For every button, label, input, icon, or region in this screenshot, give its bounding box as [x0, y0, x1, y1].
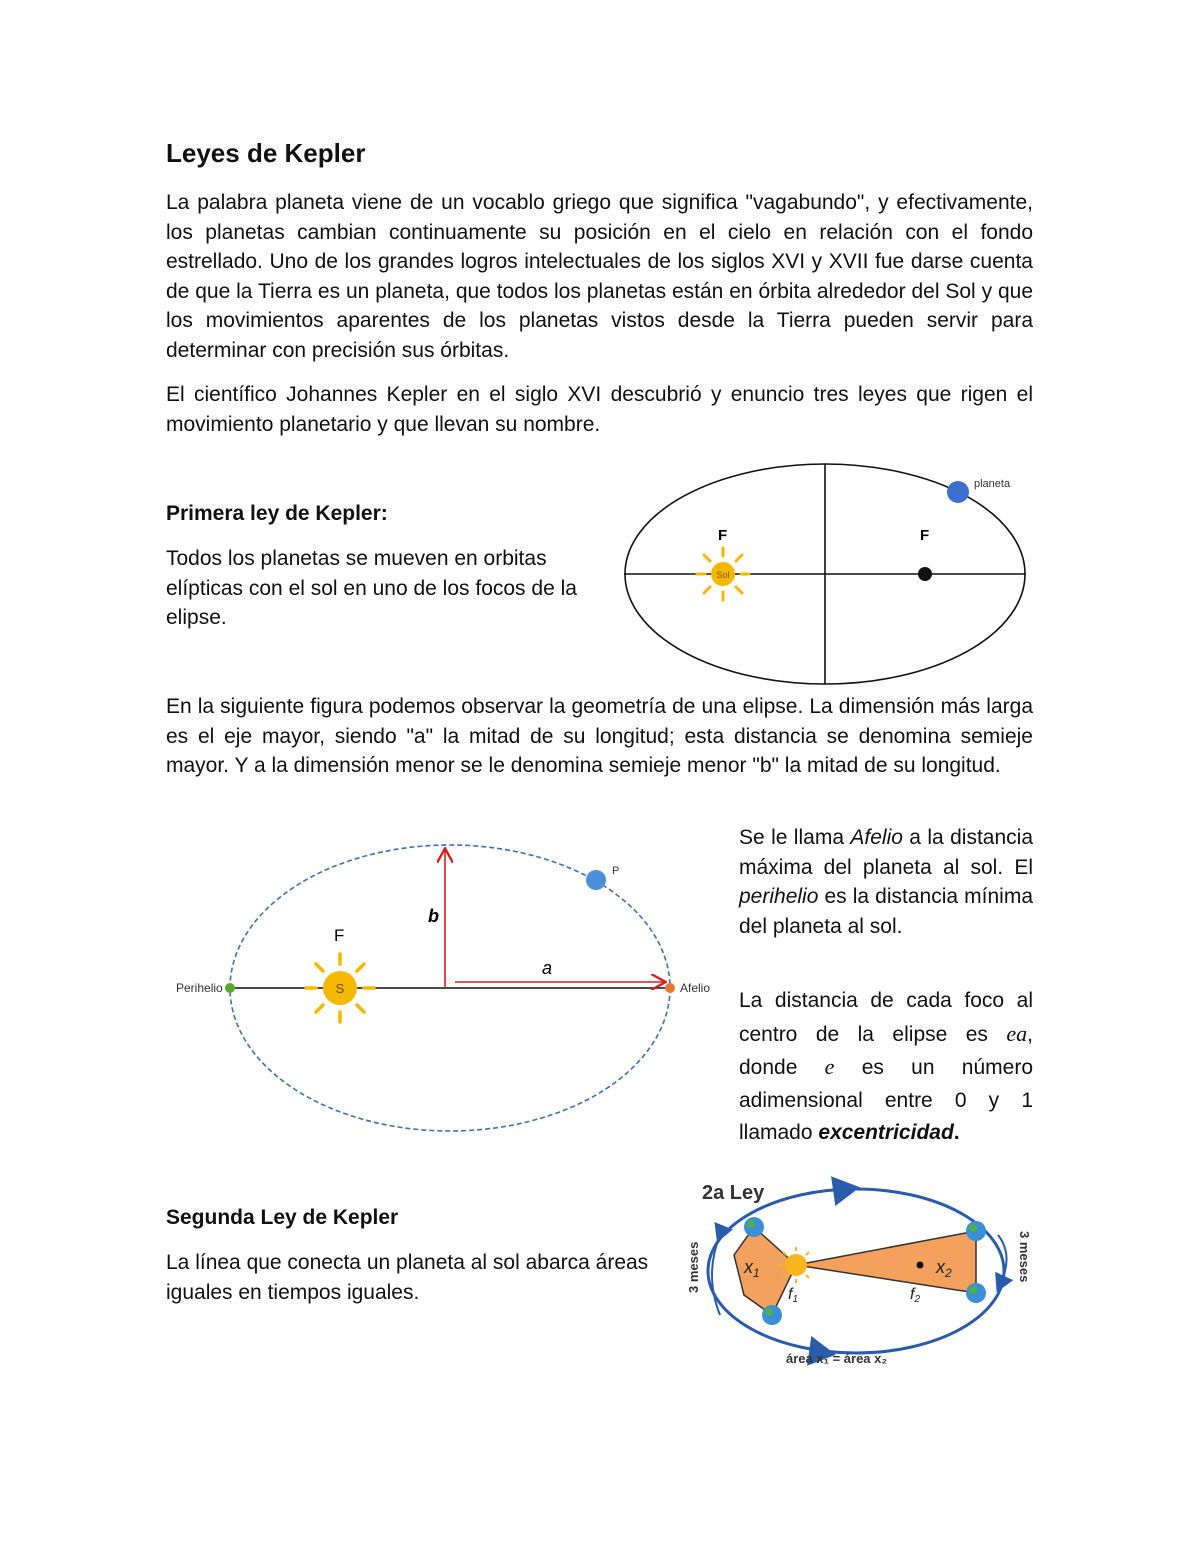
earth-icon-2: [762, 1305, 782, 1325]
sun-label: S: [335, 981, 345, 996]
aphelion-label: Afelio: [680, 981, 711, 995]
eccentricity-term: excentricidad: [818, 1121, 954, 1144]
page-title: Leyes de Kepler: [166, 138, 366, 168]
earth-icon-4: [966, 1283, 986, 1303]
afelio-term: Afelio: [850, 826, 903, 849]
x2-label: $x_2$: [936, 1257, 952, 1280]
second-law-figure: [684, 1175, 1034, 1375]
sun-icon: [697, 548, 749, 600]
focus-label: F: [334, 926, 345, 945]
orbit-arrow-top: [834, 1189, 848, 1191]
sun-label: Sol: [716, 570, 730, 580]
aphelion-definition: Se le llama Afelio a la distancia máxima del planeta al sol. El perihelio es la distancia mínima del planeta al sol.: [739, 826, 1033, 938]
e-term: e: [824, 1054, 835, 1079]
first-law-text: Todos los planetas se mueven en orbitas elípticas con el sol en uno de los focos de la elipse.: [166, 547, 577, 629]
area-x2: [796, 1231, 976, 1293]
f2-label: f2: [910, 1286, 921, 1305]
earth-icon-3: [966, 1221, 986, 1241]
first-law-figure: [618, 458, 1034, 690]
f1-label: f1: [788, 1286, 799, 1305]
right-time-label: 3 meses: [1017, 1231, 1032, 1283]
empty-focus-dot: [917, 1262, 924, 1269]
first-law-heading: Primera ley de Kepler:: [166, 502, 388, 525]
second-law-heading: Segunda Ley de Kepler: [166, 1206, 399, 1229]
ellipse-paragraph: En la siguiente figura podemos observar la geometría de una elipse. La dimensión más larga es el eje mayor, siendo "a" la mitad de su longitud; esta distancia se denomina semieje mayor. Y a la dimensión menor se le denomina semieje menor "b" la mitad de su longitud.: [166, 695, 1033, 777]
ellipse-geometry-figure: [170, 834, 720, 1140]
planet-icon: [586, 870, 606, 890]
a-label: a: [542, 958, 553, 978]
earth-icon-1: [744, 1217, 764, 1237]
second-law-text: La línea que conecta un planeta al sol abarca áreas iguales en tiempos iguales.: [166, 1251, 649, 1304]
planet-label: P: [612, 865, 620, 877]
focus-label-1: F: [718, 527, 728, 544]
empty-focus-dot: [918, 567, 932, 581]
aphelion-dot: [665, 983, 675, 993]
sun-icon: [306, 954, 374, 1022]
x1-label: $x_1$: [744, 1257, 760, 1280]
intro-paragraph-1: La palabra planeta viene de un vocablo griego que significa "vagabundo", y efectivamente, los planetas cambian continuamente su posición en el cielo en relación con el fondo estrellado. Uno de los grandes logros intelectuales de los siglos XVI y XVII fue darse cuenta de que la Tierra es un planeta, que todos los planetas están en órbita alrededor del Sol y que los movimientos aparentes de los planetas vistos desde la Tierra pueden servir para determinar con precisión sus órbitas.: [166, 191, 1033, 362]
figure-title: 2a Ley: [702, 1182, 765, 1204]
ea-term: ea: [1006, 1020, 1028, 1046]
planet-icon: [947, 481, 969, 503]
left-time-label: 3 meses: [686, 1241, 701, 1293]
b-label: b: [428, 906, 439, 926]
planet-label: planeta: [974, 478, 1011, 490]
perihelion-label: Perihelio: [176, 981, 223, 995]
focus-label-2: F: [920, 527, 930, 544]
area-equation: área x₁ = área x₂: [786, 1351, 888, 1366]
perihelion-dot: [225, 983, 235, 993]
perihelio-term: perihelio: [739, 885, 819, 908]
eccentricity-definition: La distancia de cada foco al centro de la elipse es ea, donde e es un número adimensional entre 0 y 1 llamado excentricidad.: [739, 989, 1033, 1144]
intro-paragraph-2: El científico Johannes Kepler en el siglo XVI descubrió y enuncio tres leyes que rigen el movimiento planetario y que llevan su nombre.: [166, 383, 1033, 436]
